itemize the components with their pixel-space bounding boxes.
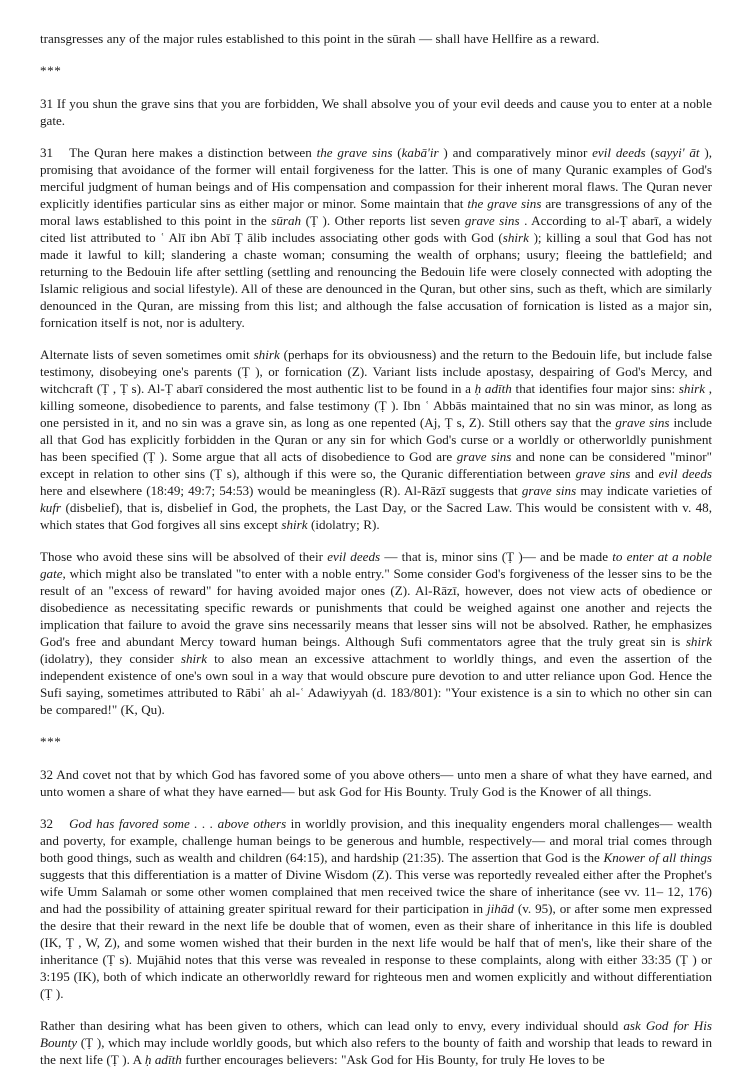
c31p2-italic-hadith: ḥ adīth [474,381,512,396]
text-column [40,30,712,1068]
c31p2-seg-l: (idolatry; R). [307,517,380,532]
c31p3-seg-a: Those who avoid these sins will be absolved of their [40,549,328,564]
c32p2-seg-a: Rather than desiring what has been given to others, which can lead only to envy, every individual should [40,1018,624,1033]
commentary-31-paragraph-1 [40,144,712,331]
c31p3-italic-shirk-2: shirk [180,651,208,666]
verse-32-text: 32 And covet not that by which God has favored some of you above others— unto men a share of what they have earned, and unto women a share of what they have earned— but ask God for His Bounty. Truly God is the Knower of all things. [40,767,712,799]
c32p1-italic-god-has-favored: God has favored some . . . above others [69,816,287,831]
c31p2-seg-d: , killing someone, disobedience to parents, and false testimony (Ṭ ). Ibn ʿ Abbās maintained that no sin was minor, as long as one persisted in it, and no sin was a grave sin, as long as one repented (Aj, Ṭ s, Z). Still others say that the [40,381,712,430]
c32p2-italic-ask-god-for-his-bounty: ask God for His Bounty [40,1018,712,1050]
c31p1-seg-b: ( [392,145,402,160]
c31p1-italic-surah: sūrah [271,213,302,228]
c31p2-italic-shirk: shirk [253,347,280,362]
c31p3-seg-d: (idolatry), they consider [40,651,181,666]
c31p2-italic-grave-sins: grave sins [615,415,670,430]
c31p2-seg-h: here and elsewhere (18:49; 49:7; 54:53) would be meaningless (R). Al-Rāzī suggests that [40,483,522,498]
c31p1-italic-grave-sins-2: the grave sins [467,196,542,211]
paragraph-tail-of-previous-commentary [40,30,712,47]
c31p2-italic-evil-deeds: evil deeds [658,466,712,481]
c31p3-seg-b: — that is, minor sins (Ṭ )— and be made [380,549,613,564]
c31p1-seg-c: ) and comparatively minor [438,145,593,160]
c31p2-seg-k: (disbelief), that is, disbelief in God, the prophets, the Last Day, or the Sacred Law. This would be consistent with v. 48, which states that God forgives all sins except [40,500,712,532]
c32p1-seg-b: suggests that this differentiation is a matter of Divine Wisdom (Z). This verse was reportedly revealed either after the Prophet's wife Umm Salamah or some other women complained that men received twice the share of inheritance (see vv. 11– 12, 176) and had the possibility of attaining greater spiritual reward for their participation in [40,867,712,916]
verse-31-translation [40,95,712,129]
c31p1-seg-f: are transgressions of any of the moral laws established to this point in the [40,196,712,228]
c31p1-seg-d: ( [645,145,655,160]
c32p2-italic-hadith: ḥ adīth [144,1052,182,1067]
section-separator-1 [40,62,712,79]
tail-paragraph-text: transgresses any of the major rules established to this point in the sūrah — shall have Hellfire as a reward. [40,31,600,46]
c31p2-italic-shirk-3: shirk [281,517,308,532]
c31p2-seg-g: and [630,466,659,481]
c31p2-seg-e: include all that God has explicitly forbidden in the Quran or any sin for which God's curse or a worldly or otherworldly punishment has been specified (Ṭ ). Some argue that all acts of disobedience to God are [40,415,712,464]
c31p2-seg-a: Alternate lists of seven sometimes omit [40,347,254,362]
c31p1-italic-kabair: kabā'ir [401,145,439,160]
separator-asterisks: *** [40,63,62,78]
c31p2-seg-b: (perhaps for its obviousness) and the return to the Bedouin life, but include false testimony, disobeying one's parents (Ṭ ), or fornication (Z). Variant lists include apostasy, despairing of God's Mercy, and witchcraft (Ṭ , Ṭ s). Al-Ṭ abarī considered the most authentic list to be found in a [40,347,713,396]
c31p2-seg-f: and none can be considered "minor" except in relation to other sins (Ṭ s), although if this were so, the Quranic differentiation between [40,449,712,481]
c31p2-italic-grave-sins-3: grave sins [575,466,631,481]
c31p1-seg-g: (Ṭ ). Other reports list seven [301,213,465,228]
c31p3-italic-evil-deeds: evil deeds [327,549,381,564]
c31p2-seg-c: that identifies four major sins: [511,381,679,396]
commentary-31-paragraph-2 [40,346,712,533]
verse-32-translation [40,766,712,800]
commentary-31-paragraph-3 [40,548,712,718]
c31p3-seg-e: to also mean an excessive attachment to worldly things, and even the assertion of the independent existence of one's own soul in a way that would obscure pure devotion to and utter reliance upon God. Hence the Sufi saying, sometimes attributed to Rābiʿ ah al-ʿ Adawiyyah (d. 183/801): "Your existence is a sin to which no other sin can be compared!" (K, Qu). [40,651,712,717]
c31p1-italic-grave-sins: the grave sins [316,145,393,160]
c31p1-italic-sayyiat: sayyi' āt [654,145,700,160]
c31p1-italic-shirk: shirk [502,230,529,245]
verse-31-text: 31 If you shun the grave sins that you are forbidden, We shall absolve you of your evil deeds and cause you to enter at a noble gate. [40,96,712,128]
c31p3-italic-shirk: shirk [685,634,712,649]
c31p1-italic-evil-deeds: evil deeds [592,145,646,160]
separator-asterisks-2: *** [40,734,62,749]
c32p1-italic-knower-of-all-things: Knower of all things [603,850,712,865]
commentary-32-paragraph-1 [40,815,712,1002]
commentary-32-paragraph-2 [40,1017,712,1068]
c32p2-seg-b: (Ṭ ), which may include worldly goods, but which also refers to the bounty of faith and worship that leads to reward in the next life (Ṭ ). A [40,1035,712,1067]
c32p1-seg-c: (v. 95), or after some men expressed the desire that their reward in the next life be double that of women, even as their share of inheritance in this life is doubled (IK, Ṭ , W, Z), and some women wished that their burden in the next life would be half that of men's, like their share of the inheritance (Ṭ s). Mujāhid notes that this verse was revealed in response to these complaints, along with either 33:35 (Ṭ ) or 3:195 (IK), both of which indicate an otherworldly reward for righteous men and women explicitly and without differentiation (Ṭ ). [40,901,712,1001]
section-separator-2 [40,733,712,750]
commentary-32-number: 32 [40,816,54,831]
c32p1-seg-a: in worldly provision, and this inequality engenders moral challenges— wealth and poverty, for example, challenge human beings to be generous and humble, respectively— and moral trial comes through both good things, such as wealth and children (64:15), and hardship (21:35). The assertion that God is the [40,816,712,865]
c31p1-seg-a: The Quran here makes a distinction between [69,145,317,160]
c31p3-italic-noble-gate: to enter at a noble gate, [40,549,712,581]
c31p1-italic-grave-sins-3: grave sins [464,213,520,228]
c31p2-italic-shirk-2: shirk [678,381,706,396]
c31p1-seg-e: ), promising that avoidance of the former will entail forgiveness for the latter. This is one of many Quranic examples of God's merciful judgment of human beings and of His compensation and compassion for their inherent moral flaws. The Quran never explicitly identifies particular sins as either major or minor. Some maintain that [40,145,713,211]
c31p3-seg-c: which might also be translated "to enter with a noble entry." Some consider God's forgiveness of the lesser sins to be the result of an "excess of reward" for having avoided major ones (Z). Al-Rāzī, however, does not view acts of obedience or disobedience as necessitating specific rewards or punishments that could be weighed against one another and rejects the implication that failure to avoid the grave sins necessarily means that lesser sins will not be absolved. Rather, he emphasizes God's free and abundant Mercy toward human beings. Although Sufi commentators agree that the truly great sin is [40,566,712,649]
c32p2-seg-c: further encourages believers: "Ask God for His Bounty, for truly He loves to be [181,1052,605,1067]
c31p2-italic-grave-sins-2: grave sins [456,449,512,464]
commentary-31-number: 31 [40,145,54,160]
c31p2-seg-j: may indicate varieties of [576,483,712,498]
c31p1-seg-h: . According to al-Ṭ abarī, a widely cited list attributed to ʿ Alī ibn Abī Ṭ ālib includes associating other gods with God ( [40,213,712,245]
c31p2-italic-grave-sins-4: grave sins [521,483,577,498]
c32p1-italic-jihad: jihād [487,901,514,916]
c31p2-italic-kufr: kufr [40,500,62,515]
c31p1-seg-j: ); killing a soul that God has not made it lawful to kill; slandering a chaste woman; consuming the wealth of orphans; usury; fleeing the battlefield; and returning to the Bedouin life after settling (settling and renouncing the Bedouin life were closely connected with adopting the Islamic religious and social lifestyle). All of these are denounced in the Quran, but other sins, such as theft, which are similarly denounced in the Quran, are missing from this list; and although the false accusation of fornication is listed as a major sin, fornication itself is not, nor is adultery. [40,230,712,330]
